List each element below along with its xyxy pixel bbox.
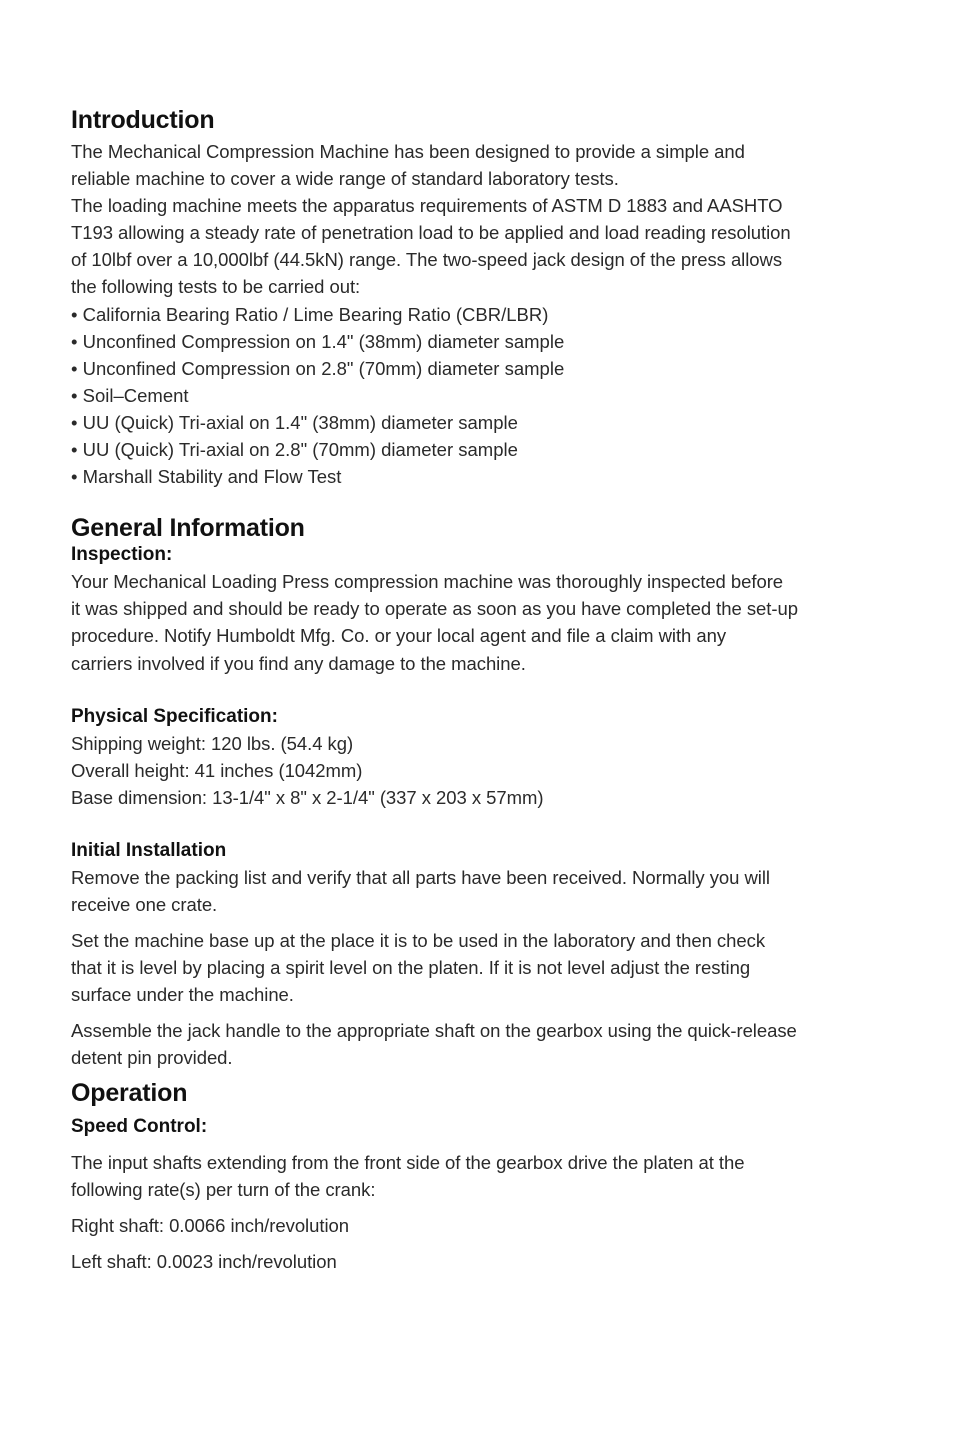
physical-specification-heading: Physical Specification: [71, 705, 278, 727]
speed-control-heading: Speed Control: [71, 1115, 208, 1137]
shipping-weight: Shipping weight: 120 lbs. (54.4 kg) [71, 732, 354, 754]
overall-height: Overall height: 41 inches (1042mm) [71, 759, 363, 781]
introduction-heading: Introduction [71, 106, 215, 134]
operation-heading: Operation [71, 1078, 188, 1107]
inspection-paragraph: Your Mechanical Loading Press compression machine was thoroughly inspected before it was shipped and should be ready to operate as soon as you have completed the set-up procedure. Notify Humboldt Mfg. Co. or your local agent and file a claim with any carriers involved if you find any damage to the machine. [71, 571, 798, 674]
page-content [71, 102, 901, 1275]
install-paragraph-2: Set the machine base up at the place it is to be used in the laboratory and then check that it is level by placing a spirit level on the platen. If it is not level adjust the resting surface under the machine. [71, 930, 766, 1006]
install-paragraph-1: Remove the packing list and verify that all parts have been received. Normally you will receive one crate. [71, 866, 770, 915]
inspection-heading: Inspection: [71, 544, 173, 566]
intro-paragraph-2: The loading machine meets the apparatus requirements of ASTM D 1883 and AASHTO T193 allowing a steady rate of penetration load to be applied and load reading resolution of 10lbf over a 10,000lbf (44.5kN) range. The two-speed jack design of the press allows the following tests to be carried out: [71, 195, 791, 298]
right-shaft-rate: Right shaft: 0.0066 inch/revolution [71, 1214, 349, 1236]
speed-control-paragraph: The input shafts extending from the front side of the gearbox drive the platen at the following rate(s) per turn of the crank: [71, 1151, 745, 1200]
install-paragraph-3: Assemble the jack handle to the appropriate shaft on the gearbox using the quick-release detent pin provided. [71, 1020, 797, 1069]
list-item: • Soil–Cement [71, 382, 901, 409]
base-dimension: Base dimension: 13-1/4" x 8" x 2-1/4" (337 x 203 x 57mm) [71, 786, 544, 808]
list-item: • UU (Quick) Tri-axial on 2.8" (70mm) diameter sample [71, 436, 901, 463]
list-item: • Marshall Stability and Flow Test [71, 463, 901, 490]
list-item: • Unconfined Compression on 1.4" (38mm) diameter sample [71, 328, 901, 355]
test-list [71, 301, 901, 491]
list-item: • UU (Quick) Tri-axial on 1.4" (38mm) diameter sample [71, 409, 901, 436]
initial-installation-heading: Initial Installation [71, 839, 227, 861]
intro-paragraph-1: The Mechanical Compression Machine has been designed to provide a simple and reliable machine to cover a wide range of standard laboratory tests. [71, 141, 745, 190]
general-information-heading: General Information [71, 514, 305, 543]
list-item: • Unconfined Compression on 2.8" (70mm) diameter sample [71, 355, 901, 382]
list-item: • California Bearing Ratio / Lime Bearing Ratio (CBR/LBR) [71, 301, 901, 328]
left-shaft-rate: Left shaft: 0.0023 inch/revolution [71, 1250, 337, 1272]
